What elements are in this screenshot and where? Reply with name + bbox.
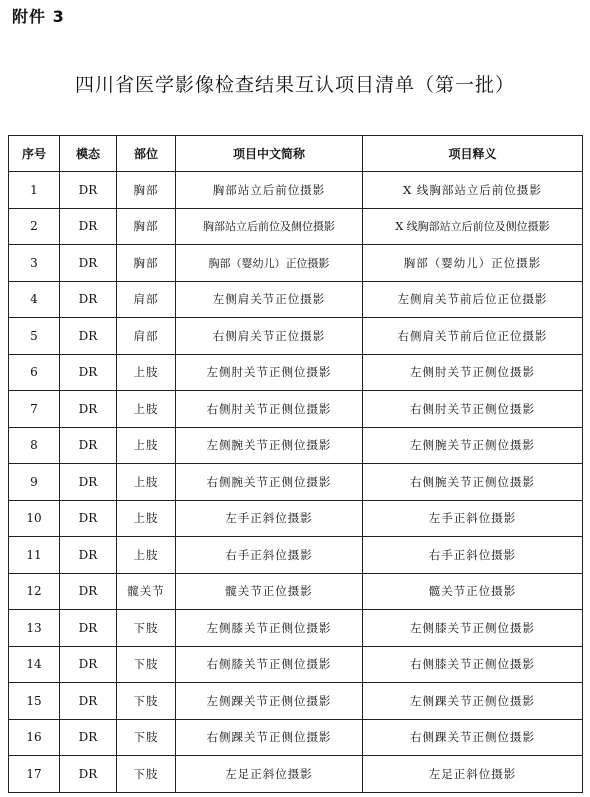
- cell-part: 上肢: [117, 391, 176, 428]
- table-row: [9, 318, 583, 355]
- cell-modality: DR: [60, 391, 117, 428]
- table-row: [9, 281, 583, 318]
- table-row: [9, 683, 583, 720]
- cell-description: 左足正斜位摄影: [363, 756, 583, 793]
- cell-short-name: 髋关节正位摄影: [176, 573, 363, 610]
- cell-part: 上肢: [117, 500, 176, 537]
- cell-part: 肩部: [117, 318, 176, 355]
- header-part: 部位: [117, 136, 176, 172]
- cell-description: 左手正斜位摄影: [363, 500, 583, 537]
- cell-description: X 线胸部站立后前位及侧位摄影: [363, 208, 583, 245]
- cell-part: 下肢: [117, 719, 176, 756]
- cell-modality: DR: [60, 281, 117, 318]
- cell-description: 右侧腕关节正侧位摄影: [363, 464, 583, 501]
- cell-no: 2: [9, 208, 60, 245]
- cell-no: 14: [9, 646, 60, 683]
- cell-description: 左侧腕关节正侧位摄影: [363, 427, 583, 464]
- cell-short-name: 右侧膝关节正侧位摄影: [176, 646, 363, 683]
- cell-part: 下肢: [117, 683, 176, 720]
- cell-no: 8: [9, 427, 60, 464]
- project-table: [8, 135, 583, 793]
- cell-short-name: 左足正斜位摄影: [176, 756, 363, 793]
- cell-part: 下肢: [117, 756, 176, 793]
- cell-part: 下肢: [117, 610, 176, 647]
- cell-modality: DR: [60, 719, 117, 756]
- document-title: 四川省医学影像检查结果互认项目清单（第一批）: [74, 74, 515, 96]
- cell-no: 13: [9, 610, 60, 647]
- cell-short-name: 左侧肘关节正侧位摄影: [176, 354, 363, 391]
- cell-no: 15: [9, 683, 60, 720]
- table-row: [9, 573, 583, 610]
- cell-short-name: 左侧腕关节正侧位摄影: [176, 427, 363, 464]
- cell-description: 髋关节正位摄影: [363, 573, 583, 610]
- cell-no: 11: [9, 537, 60, 574]
- cell-part: 下肢: [117, 646, 176, 683]
- cell-no: 4: [9, 281, 60, 318]
- table-row: [9, 719, 583, 756]
- cell-no: 12: [9, 573, 60, 610]
- table-row: [9, 245, 583, 282]
- cell-modality: DR: [60, 683, 117, 720]
- table-header: [9, 136, 583, 172]
- cell-no: 1: [9, 172, 60, 209]
- table-row: [9, 646, 583, 683]
- cell-description: 右侧肩关节前后位正位摄影: [363, 318, 583, 355]
- cell-modality: DR: [60, 208, 117, 245]
- cell-part: 胸部: [117, 172, 176, 209]
- header-description: 项目释义: [363, 136, 583, 172]
- header-no: 序号: [9, 136, 60, 172]
- cell-modality: DR: [60, 573, 117, 610]
- cell-description: 右手正斜位摄影: [363, 537, 583, 574]
- cell-short-name: 左侧膝关节正侧位摄影: [176, 610, 363, 647]
- table-row: [9, 354, 583, 391]
- cell-short-name: 胸部（婴幼儿）正位摄影: [176, 245, 363, 282]
- cell-short-name: 左手正斜位摄影: [176, 500, 363, 537]
- cell-description: 胸部（婴幼儿）正位摄影: [363, 245, 583, 282]
- cell-short-name: 右侧肘关节正侧位摄影: [176, 391, 363, 428]
- table-row: [9, 610, 583, 647]
- cell-short-name: 胸部站立后前位及侧位摄影: [176, 208, 363, 245]
- cell-modality: DR: [60, 245, 117, 282]
- cell-part: 上肢: [117, 427, 176, 464]
- attachment-label: 附件 3: [12, 7, 65, 26]
- cell-description: 左侧肘关节正侧位摄影: [363, 354, 583, 391]
- table-row: [9, 756, 583, 793]
- cell-description: 右侧肘关节正侧位摄影: [363, 391, 583, 428]
- cell-modality: DR: [60, 646, 117, 683]
- cell-description: 左侧踝关节正侧位摄影: [363, 683, 583, 720]
- cell-modality: DR: [60, 500, 117, 537]
- cell-no: 5: [9, 318, 60, 355]
- cell-short-name: 右侧肩关节正位摄影: [176, 318, 363, 355]
- cell-no: 9: [9, 464, 60, 501]
- cell-short-name: 左侧肩关节正位摄影: [176, 281, 363, 318]
- cell-description: X 线胸部站立后前位摄影: [363, 172, 583, 209]
- table-row: [9, 500, 583, 537]
- table-row: [9, 537, 583, 574]
- header-row: [9, 136, 583, 172]
- cell-description: 右侧膝关节正侧位摄影: [363, 646, 583, 683]
- cell-description: 左侧膝关节正侧位摄影: [363, 610, 583, 647]
- cell-no: 10: [9, 500, 60, 537]
- cell-part: 胸部: [117, 245, 176, 282]
- cell-no: 6: [9, 354, 60, 391]
- cell-modality: DR: [60, 756, 117, 793]
- cell-short-name: 右侧腕关节正侧位摄影: [176, 464, 363, 501]
- cell-description: 右侧踝关节正侧位摄影: [363, 719, 583, 756]
- cell-short-name: 胸部站立后前位摄影: [176, 172, 363, 209]
- cell-short-name: 左侧踝关节正侧位摄影: [176, 683, 363, 720]
- cell-part: 髋关节: [117, 573, 176, 610]
- cell-short-name: 右侧踝关节正侧位摄影: [176, 719, 363, 756]
- table-body: [9, 172, 583, 793]
- cell-no: 17: [9, 756, 60, 793]
- cell-part: 上肢: [117, 464, 176, 501]
- table-row: [9, 427, 583, 464]
- cell-part: 上肢: [117, 354, 176, 391]
- cell-modality: DR: [60, 318, 117, 355]
- table-row: [9, 391, 583, 428]
- cell-modality: DR: [60, 354, 117, 391]
- cell-part: 胸部: [117, 208, 176, 245]
- cell-no: 16: [9, 719, 60, 756]
- table-row: [9, 464, 583, 501]
- cell-modality: DR: [60, 537, 117, 574]
- cell-short-name: 右手正斜位摄影: [176, 537, 363, 574]
- cell-modality: DR: [60, 427, 117, 464]
- table-row: [9, 172, 583, 209]
- header-short-name: 项目中文简称: [176, 136, 363, 172]
- cell-modality: DR: [60, 464, 117, 501]
- cell-part: 上肢: [117, 537, 176, 574]
- cell-no: 3: [9, 245, 60, 282]
- cell-description: 左侧肩关节前后位正位摄影: [363, 281, 583, 318]
- cell-modality: DR: [60, 172, 117, 209]
- header-modality: 模态: [60, 136, 117, 172]
- cell-modality: DR: [60, 610, 117, 647]
- cell-no: 7: [9, 391, 60, 428]
- table-row: [9, 208, 583, 245]
- cell-part: 肩部: [117, 281, 176, 318]
